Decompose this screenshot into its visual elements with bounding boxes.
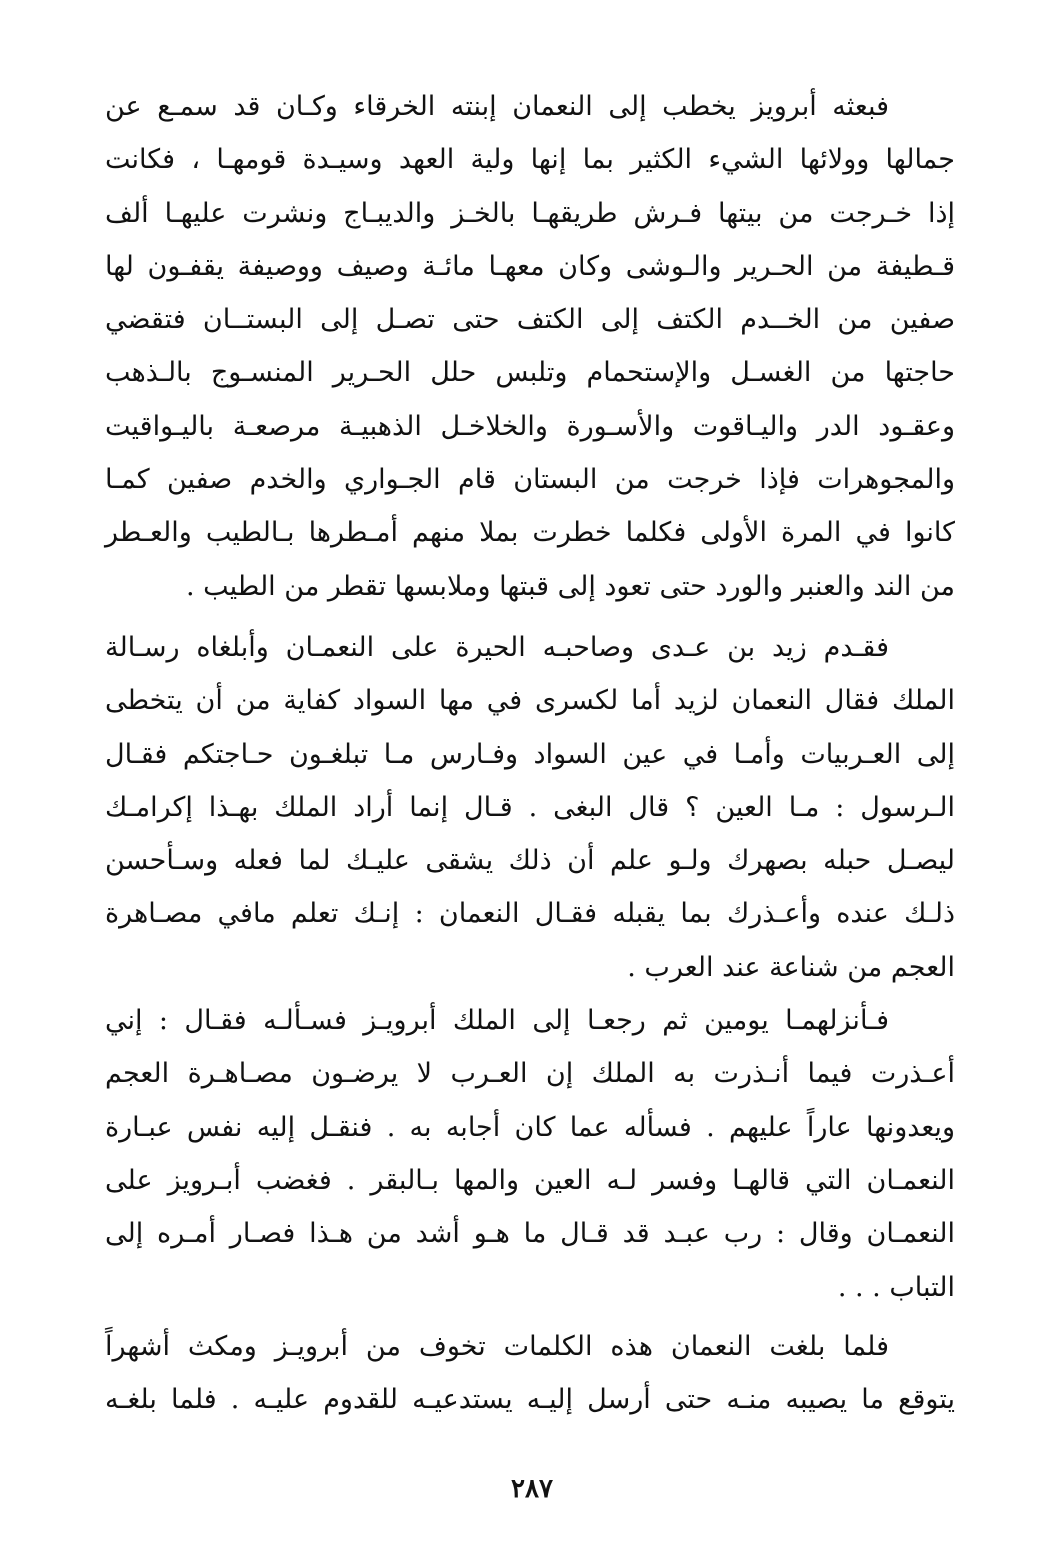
- paragraph-4: [105, 1320, 955, 1427]
- text-line: ويعدونها عاراً عليهم . فسأله عما كان أجابه به . فنقـل إليه نفس عبـارة: [105, 1111, 955, 1143]
- page-number: ٢٨٧: [511, 1474, 553, 1504]
- body-text: [105, 80, 955, 1426]
- text-line: قـطيفة من الحـرير والـوشى وكان معهـا مائـة وصيف ووصيفة يقفـون لها: [105, 250, 955, 282]
- text-line: التباب . . .: [837, 1271, 955, 1303]
- text-line: والمجوهرات فإذا خرجت من البستان قام الجـواري والخدم صفين كمـا: [105, 464, 956, 496]
- text-line: وعقـود الدر واليـاقوت والأسـورة والخلاخـل الذهبيـة مرصعـة باليـواقيت: [105, 410, 955, 442]
- text-line: إذا خـرجت من بيتها فـرش طريقهـا بالخـز والديبـاج ونشرت عليهـا ألف: [105, 197, 955, 229]
- text-line: النعمـان التي قالهـا وفسر لـه العين والمها بـالبقر . فغضب أبـرويز على: [105, 1164, 955, 1196]
- text-line: فبعثه أبرويز يخطب إلى النعمان إبنته الخرقاء وكـان قد سمـع عن: [105, 91, 889, 122]
- text-line: ذلـك عنده وأعـذرك بما يقبله فقـال النعمان : إنـك تعلم مافي مصـاهرة: [105, 898, 955, 930]
- text-line: يتوقع ما يصيبه منـه حتى أرسل إليـه يستدعيـه للقدوم عليـه . فلما بلغـه: [105, 1384, 955, 1416]
- text-line: من الند والعنبر والورد حتى تعود إلى قبتها وملابسها تقطر من الطيب .: [185, 570, 955, 602]
- text-line: النعمـان وقال : رب عبـد قد قـال ما هـو أشد من هـذا فصـار أمـره إلى: [105, 1218, 955, 1250]
- text-line: ليصـل حبله بصهرك ولـو علم أن ذلك يشقى عليـك لما فعله وسـأحسن: [105, 845, 955, 877]
- paragraph-1: [105, 80, 955, 613]
- text-line: العجم من شناعة عند العرب .: [627, 951, 955, 983]
- text-line: فقـدم زيد بن عـدى وصاحبـه الحيرة على النعمـان وأبلغاه رسـالة: [105, 631, 889, 663]
- paragraph-3: [105, 994, 955, 1314]
- text-line: الـرسول : مـا العين ؟ قال البغى . قـال إنما أراد الملك بهـذا إكرامـك: [105, 791, 955, 823]
- text-line: فلما بلغت النعمان هذه الكلمات تخوف من أبرويـز ومكث أشهراً: [105, 1330, 889, 1362]
- text-line: إلى العـربيات وأمـا في عين السواد وفـارس مـا تبلغـون حـاجتكم فقـال: [105, 738, 955, 770]
- text-line: الملك فقال النعمان لزيد أما لكسرى في مها السواد كفاية من أن يتخطى: [105, 685, 955, 717]
- text-line: حاجتها من الغسـل والإستحمام وتلبس حلل الحـرير المنسـوج بالـذهب: [105, 357, 955, 389]
- paragraph-2: [105, 621, 955, 994]
- text-line: جمالها وولائها الشيء الكثير بما إنها ولية العهد وسيـدة قومهـا ، فكانت: [105, 144, 955, 176]
- text-line: صفين من الخــدم الكتف إلى الكتف حتى تصـل إلى البستــان فتقضي: [105, 304, 955, 336]
- text-line: أعـذرت فيما أنـذرت به الملك إن العـرب لا يرضـون مصـاهـرة العجم: [105, 1058, 955, 1090]
- text-line: فـأنزلهمـا يومين ثم رجعـا إلى الملك أبرويـز فسـألـه فقـال : إني: [105, 1005, 889, 1037]
- text-line: كانوا في المرة الأولى فكلما خطرت بملا منهم أمـطرها بـالطيب والعـطر: [105, 517, 955, 549]
